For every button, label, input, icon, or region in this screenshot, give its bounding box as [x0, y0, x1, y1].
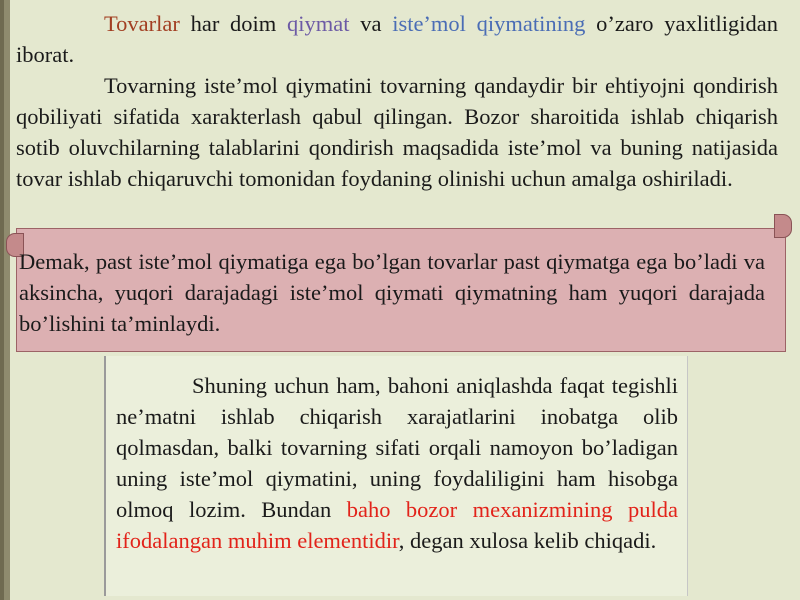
- text-span: o’zaro yaxlitligidan iborat.: [16, 11, 779, 67]
- text-span: , degan xulosa kelib chiqadi.: [398, 528, 657, 553]
- paragraph-goods-definition: [16, 8, 778, 70]
- text-span: Shuning uchun ham, bahoni aniqlashda faqat tegishli ne’matni ishlab chiqarish xarajatlarini inobatga olib qolmasdan, balki tovarning sifati orqali namoyon bo’ladigan uning iste’mol qiymatini, uning foydaliligini ham hisobga olmoq lozim. Bundan: [116, 373, 678, 522]
- scroll-banner: [6, 228, 792, 356]
- text-span: har doim: [179, 11, 288, 36]
- paragraph-use-value: Tovarning iste’mol qiymatini tovarning qandaydir bir ehtiyojni qondirish qobiliyati sifatida xarakterlash qabul qilingan. Bozor sharoitida ishlab chiqarish sotib oluvchilarning talablarini qondirish maqsadida iste’mol va buning natijasida tovar ishlab chiqaruvchi tomonidan foydaning olinishi uchun amalga oshiriladi.: [16, 73, 778, 191]
- term-goods: Tovarlar: [104, 11, 180, 36]
- term-value: qiymat: [287, 11, 350, 36]
- bottom-paragraph: [116, 370, 678, 556]
- scroll-curl-right: [774, 214, 792, 238]
- banner-conclusion-text: Demak, past iste’mol qiymatiga ega bo’lgan tovarlar past qiymatga ega bo’ladi va aksincha, yuqori darajadagi iste’mol qiymati qiymatning ham yuqori darajada bo’lishini ta’minlaydi.: [19, 249, 765, 336]
- text-span: va: [349, 11, 393, 36]
- intro-text-block: [16, 8, 778, 194]
- term-use-value: iste’mol qiymatining: [392, 11, 586, 36]
- left-decor-stripe: [0, 0, 4, 600]
- highlight-price-mechanism: baho bozor mexanizmining pulda ifodalangan muhim elementidir: [116, 497, 678, 553]
